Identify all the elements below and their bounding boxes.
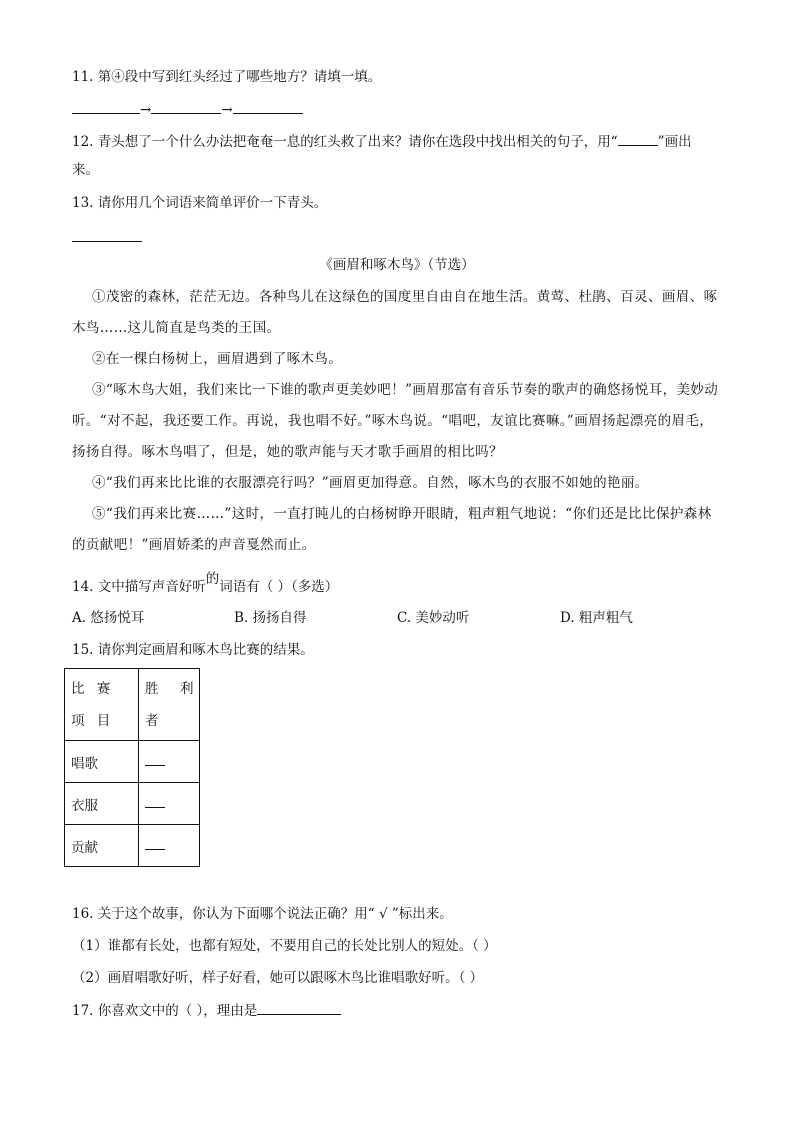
arrow-icon: → (140, 102, 152, 118)
winner-cell[interactable] (139, 825, 200, 867)
passage-paragraph-5: ⑤“我们再来比赛……”这时，一直打盹儿的白杨树睁开眼睛，粗声粗气地说：“你们还是比比保护森林的贡献吧！”画眉娇柔的声音戛然而止。 (72, 506, 712, 553)
question-14-text: 14. 文中描写声音好听 (72, 579, 206, 595)
answer-blank[interactable] (257, 1001, 341, 1015)
passage-paragraph-3: ③“啄木鸟大姐，我们来比一下谁的歌声更美妙吧！”画眉那富有音乐节奏的歌声的确悠扬悦耳，美妙动听。“对不起，我还要工作。再说，我也唱不好。”啄木鸟说。“唱吧，友谊比赛嘛。”画眉扬起漂亮的眉毛，扬扬自得。啄木鸟唱了，但是，她的歌声能与天才歌手画眉的相比吗？ (72, 382, 719, 460)
question-12 (72, 132, 692, 151)
underline-sample (618, 132, 658, 146)
option-c[interactable]: C. 美妙动听 (397, 610, 470, 626)
answer-blank[interactable] (72, 228, 142, 242)
question-14-superscript: 的 (205, 571, 220, 587)
question-15: 15. 请你判定画眉和啄木鸟比赛的结果。 (72, 642, 314, 658)
passage-paragraph-1: ①茂密的森林，茫茫无边。各种鸟儿在这绿色的国度里自由自在地生活。黄莺、杜鹃、百灵、画眉、啄木鸟……这儿简直是鸟类的王国。 (72, 289, 718, 336)
question-17 (72, 1001, 341, 1020)
table-header-row (65, 669, 200, 741)
question-17-text: 17. 你喜欢文中的（ ），理由是 (72, 1003, 258, 1019)
question-12-text-end: ”画出 (657, 134, 692, 150)
answer-blank[interactable] (145, 753, 165, 766)
event-clothes: 衣服 (65, 783, 139, 825)
question-13: 13. 请你用几个词语来简单评价一下青头。 (72, 195, 328, 211)
option-a[interactable]: A. 悠扬悦耳 (72, 610, 145, 626)
question-11: 11. 第④段中写到红头经过了哪些地方？请填一填。 (72, 69, 382, 85)
header-winner: 胜 利 者 (139, 669, 200, 741)
table-row (65, 825, 200, 867)
arrow-icon: → (221, 102, 233, 118)
passage-title: 《画眉和啄木鸟》（节选） (319, 257, 475, 273)
answer-blank[interactable] (145, 837, 165, 850)
question-12-text: 12. 青头想了一个什么办法把奄奄一息的红头救了出来？请你在选段中找出相关的句子，用“ (72, 134, 618, 150)
answer-blank[interactable] (151, 100, 221, 114)
question-11-answer-blanks (72, 100, 303, 119)
question-14 (72, 571, 339, 596)
question-16-statement-1[interactable]: （1）谁都有长处，也都有短处，不要用自己的长处比别人的短处。（ ） (72, 938, 497, 954)
answer-blank[interactable] (233, 100, 303, 114)
option-d[interactable]: D. 粗声粗气 (560, 610, 633, 626)
event-contribution: 贡献 (65, 825, 139, 867)
table-row (65, 741, 200, 783)
answer-blank[interactable] (145, 795, 165, 808)
result-table (64, 668, 200, 867)
question-12-continued: 来。 (72, 162, 99, 178)
header-event: 比 赛 项 目 (65, 669, 139, 741)
passage-paragraph-2: ②在一棵白杨树上，画眉遇到了啄木鸟。 (92, 351, 343, 367)
question-16-statement-2[interactable]: （2）画眉唱歌好听，样子好看，她可以跟啄木鸟比谁唱歌好听。（ ） (72, 970, 484, 986)
question-14-text-end: 词语有（ ）（多选） (219, 579, 339, 595)
event-singing: 唱歌 (65, 741, 139, 783)
table-row (65, 783, 200, 825)
question-16: 16. 关于这个故事，你认为下面哪个说法正确？用“ √ ”标出来。 (72, 906, 453, 922)
answer-blank[interactable] (72, 100, 140, 114)
option-b[interactable]: B. 扬扬自得 (234, 610, 307, 626)
winner-cell[interactable] (139, 783, 200, 825)
passage-paragraph-4: ④“我们再来比比谁的衣服漂亮行吗？”画眉更加得意。自然，啄木鸟的衣服不如她的艳丽。 (92, 475, 649, 491)
question-13-answer (72, 228, 142, 247)
winner-cell[interactable] (139, 741, 200, 783)
